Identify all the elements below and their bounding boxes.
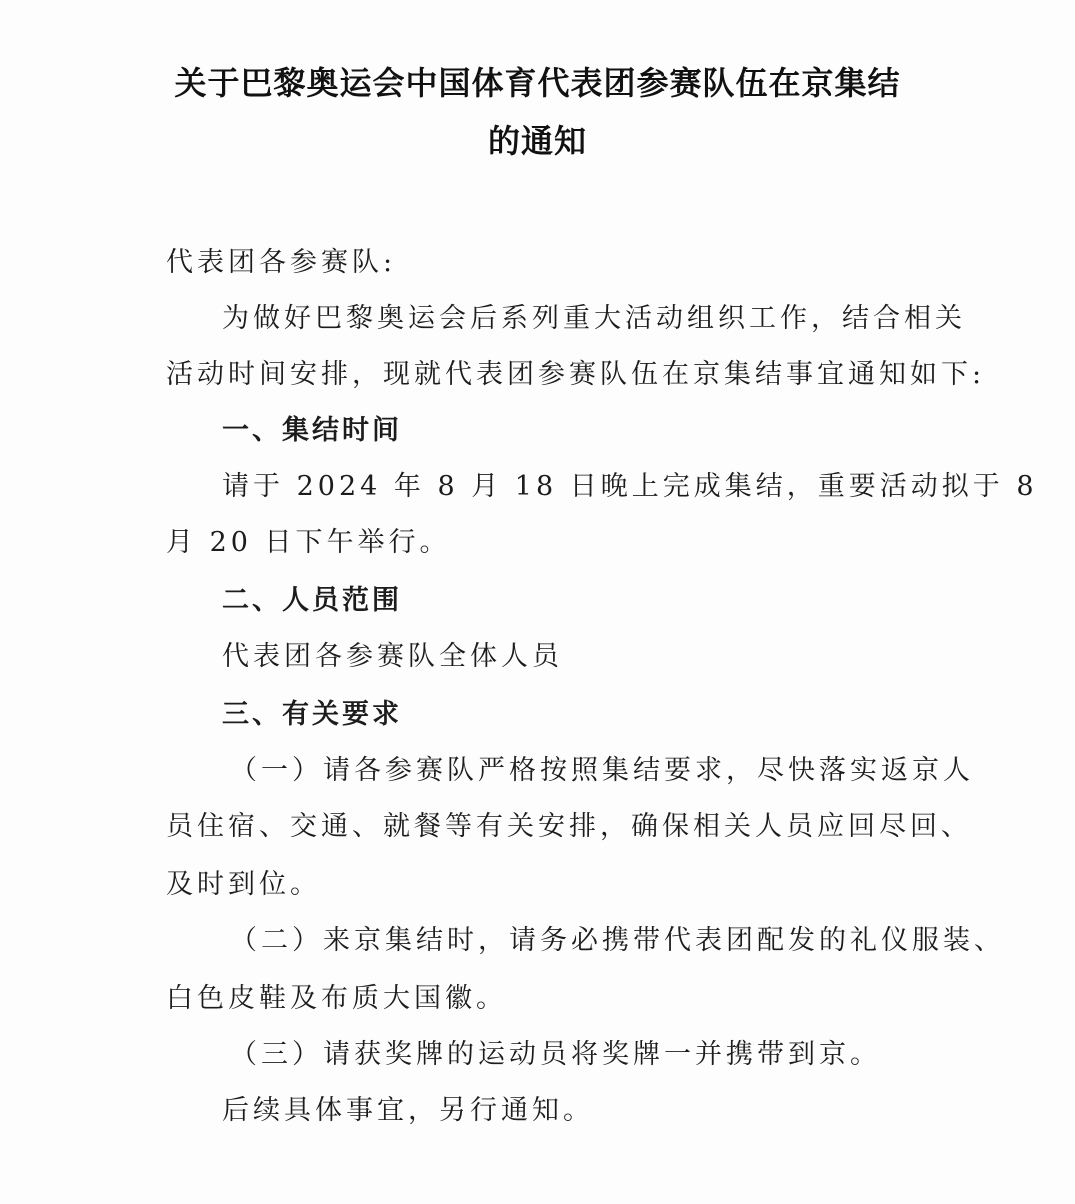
assembly-time-line-2: 月 20 日下午举行。 [166, 527, 451, 558]
document-title-line-2: 的通知 [487, 122, 587, 160]
personnel-scope-line-1: 代表团各参赛队全体人员 [222, 641, 563, 672]
requirement-1-line-2: 员住宿、交通、就餐等有关安排，确保相关人员应回尽回、 [166, 811, 972, 842]
intro-paragraph-line-2: 活动时间安排，现就代表团参赛队伍在京集结事宜通知如下: [166, 359, 986, 390]
requirement-1-line-1: （一）请各参赛队严格按照集结要求，尽快落实返京人 [230, 755, 974, 786]
section-heading-requirements: 三、有关要求 [222, 699, 402, 730]
salutation: 代表团各参赛队: [166, 247, 397, 278]
requirement-2-line-2: 白色皮鞋及布质大国徽。 [166, 983, 507, 1014]
requirement-2-line-1: （二）来京集结时，请务必携带代表团配发的礼仪服装、 [230, 925, 1005, 956]
requirement-3-line-1: （三）请获奖牌的运动员将奖牌一并携带到京。 [230, 1039, 881, 1070]
requirement-1-line-3: 及时到位。 [166, 869, 321, 900]
assembly-time-line-1: 请于 2024 年 8 月 18 日晚上完成集结，重要活动拟于 8 [222, 471, 1038, 502]
document-title-line-1: 关于巴黎奥运会中国体育代表团参赛队伍在京集结 [174, 64, 901, 102]
intro-paragraph-line-1: 为做好巴黎奥运会后系列重大活动组织工作，结合相关 [222, 303, 966, 334]
cut-off-signature-fragment [700, 1192, 840, 1204]
section-heading-assembly-time: 一、集结时间 [222, 415, 402, 446]
closing-line: 后续具体事宜，另行通知。 [222, 1095, 594, 1126]
section-heading-personnel-scope: 二、人员范围 [222, 585, 402, 616]
